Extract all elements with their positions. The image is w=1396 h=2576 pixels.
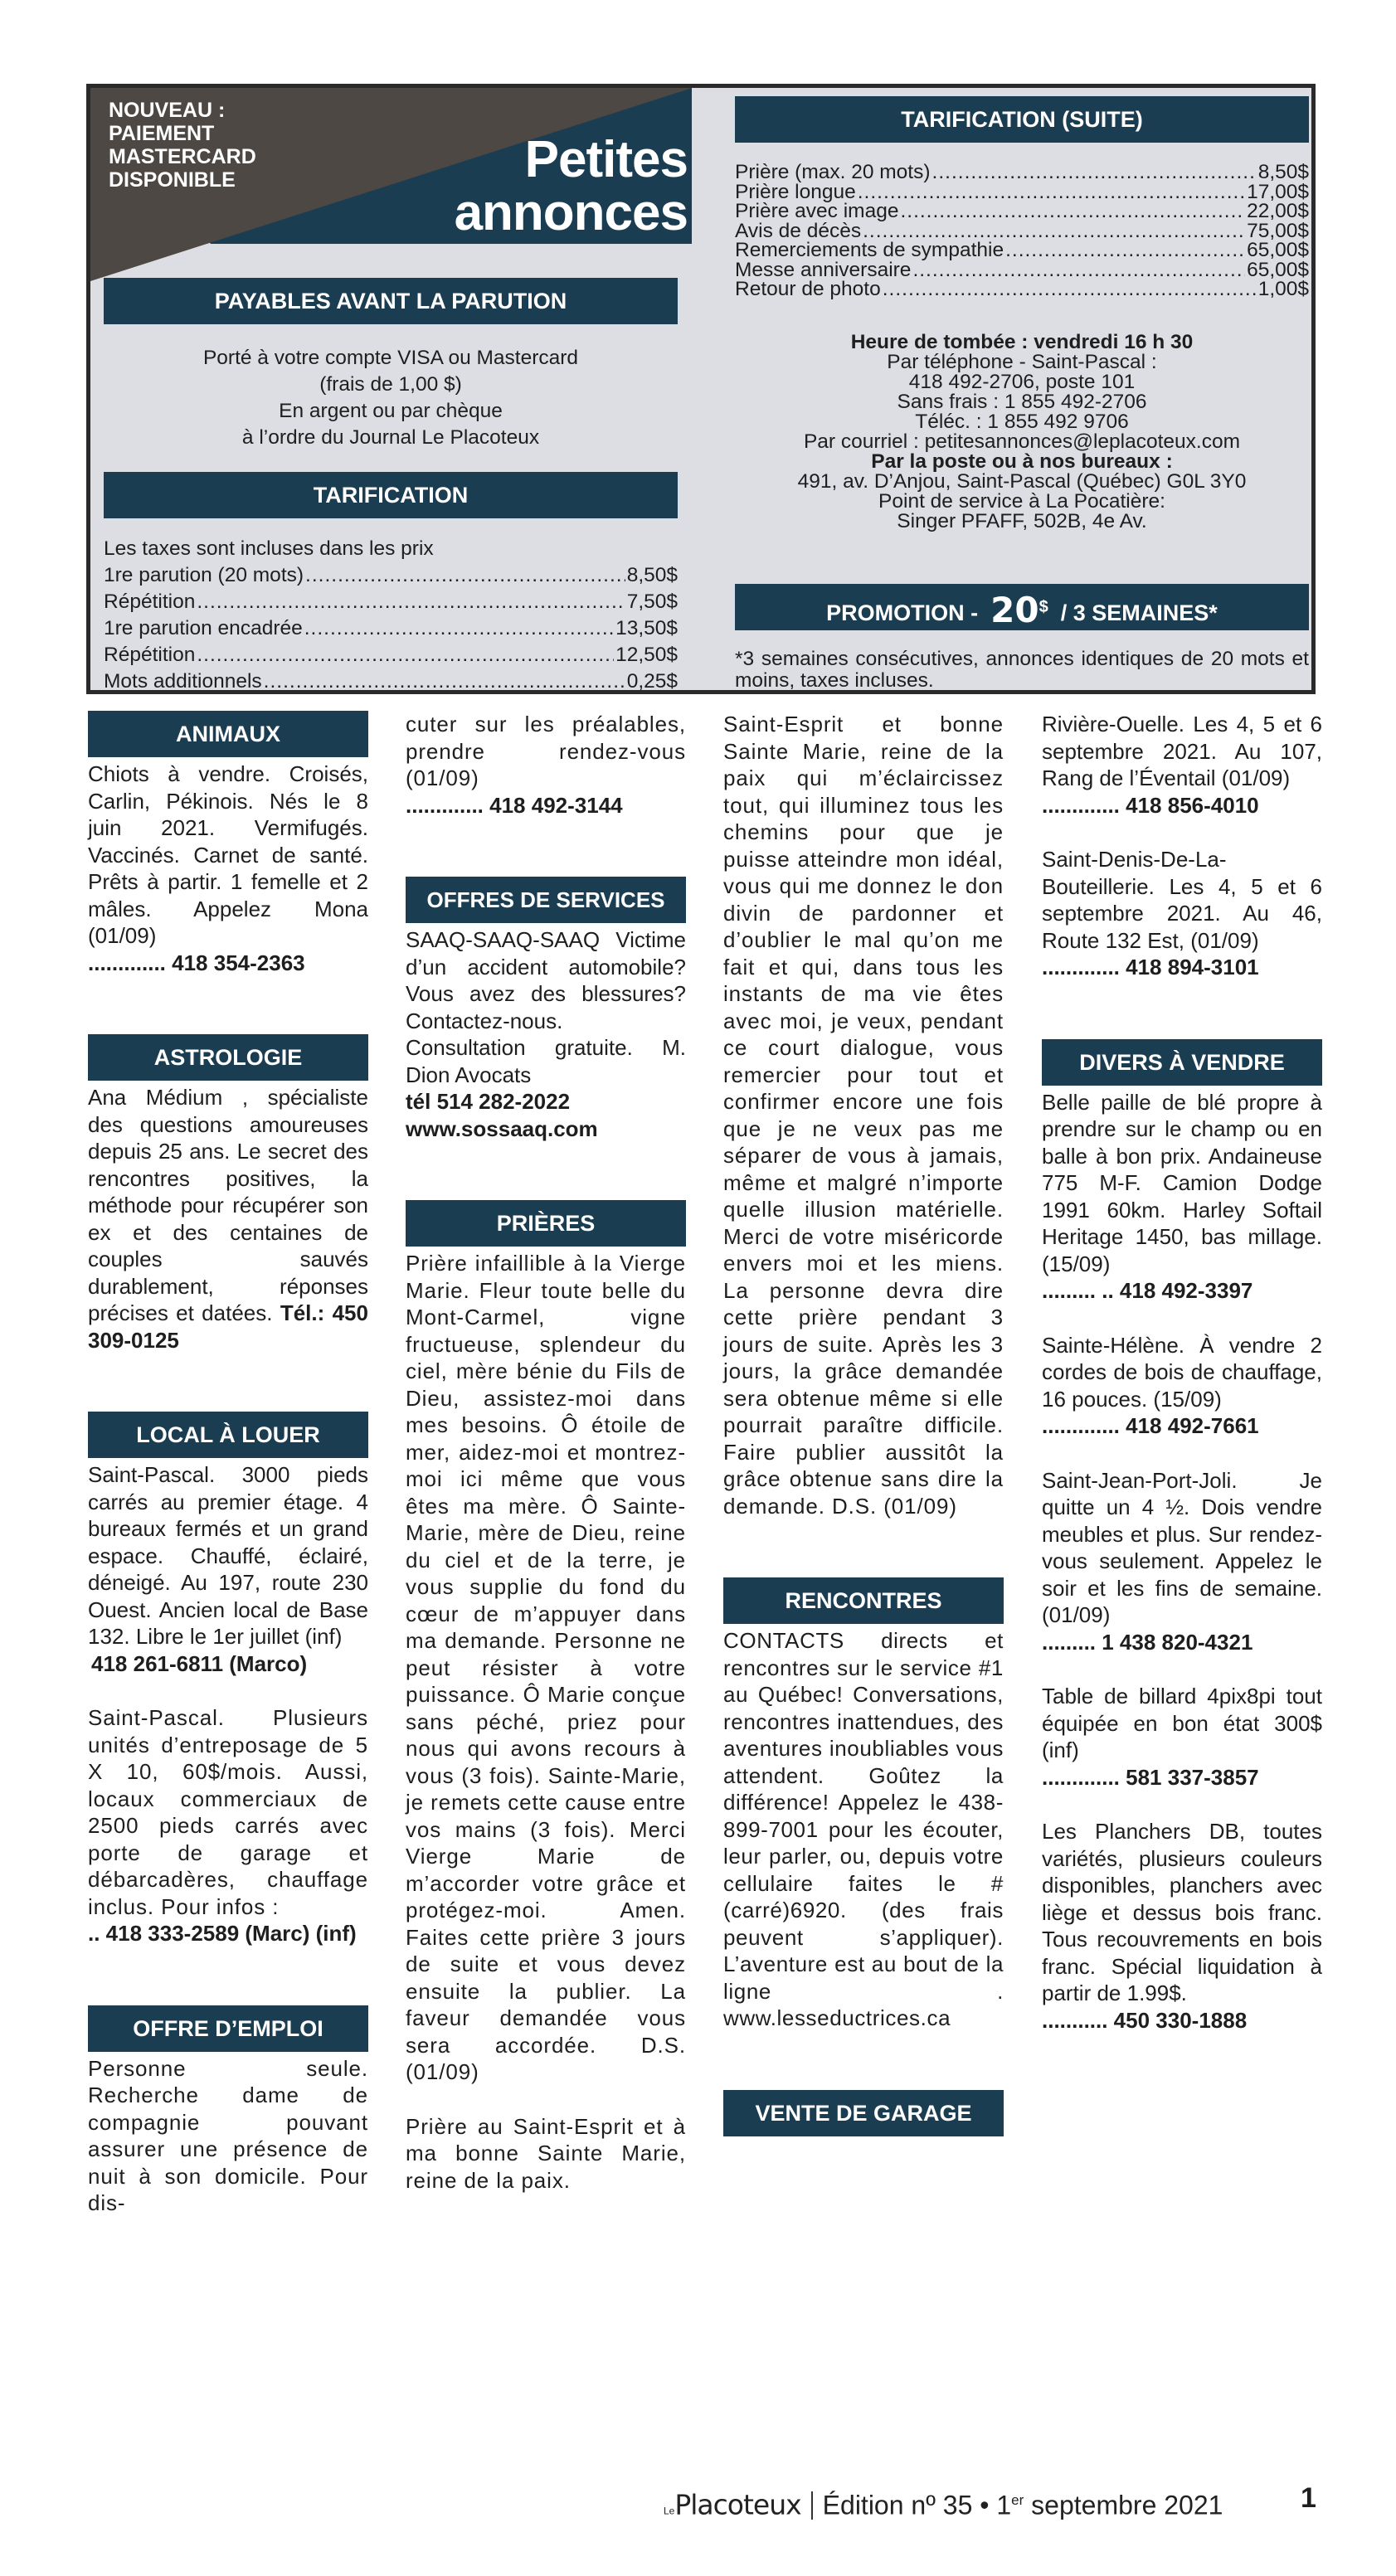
mastercard-announcement: NOUVEAU : PAIEMENT MASTERCARD DISPONIBLE bbox=[109, 99, 256, 192]
page-number: 1 bbox=[1301, 2482, 1316, 2514]
ad-text: Saint-Jean-Port-Joli. Je quitte un 4 ½. Dois vendre meubles et plus. Sur rendez-vous seulement. Appelez le soir et les fins de semaine. (01/09) bbox=[1042, 1467, 1322, 1627]
payables-heading: PAYABLES AVANT LA PARUTION bbox=[104, 278, 678, 324]
ad-phone: tél 514 282-2022 bbox=[406, 1089, 571, 1114]
brand-prefix: Le bbox=[664, 2505, 675, 2517]
column-4 bbox=[1042, 711, 1322, 2034]
ad-text: Table de billard 4pix8pi tout équipée en bon état 300$ (inf) bbox=[1042, 1684, 1322, 1762]
payables-text: Porté à votre compte VISA ou Mastercard (frais de 1,00 $) En argent ou par chèque à l’ordre du Journal Le Placoteux bbox=[202, 347, 579, 449]
contact-info: Heure de tombée : vendredi 16 h 30 Par téléphone - Saint-Pascal : 418 492-2706, poste 101 Sans frais : 1 855 492-2706 Téléc. : 1 855 492 9706 Par courriel : petitesannonces@leplacoteux.com Par la poste ou à nos bureaux : 491, av. D’Anjou, Saint-Pascal (Québec) G0L 3Y0 Point de service à La Pocatière: Singer PFAFF, 502B, 4e Av. bbox=[735, 333, 1309, 532]
ad-text: Chiots à vendre. Croisés, Carlin, Pékinois. Nés le 8 juin 2021. Vermifugés. Vaccinés. Carnet de santé. Prêts à partir. 1 femelle et 2 mâles. Appelez Mona (01/09) bbox=[88, 761, 368, 948]
ad-text: Sainte-Hélène. À vendre 2 cordes de bois de chauffage, 16 pouces. (15/09) bbox=[1042, 1332, 1322, 1412]
ad-text: Personne seule. Recherche dame de compagnie pouvant assurer une présence de nuit à son domicile. Pour dis- bbox=[88, 2055, 368, 2215]
tarification-heading: TARIFICATION bbox=[104, 472, 678, 518]
ad-phone: ............. 581 337-3857 bbox=[1042, 1764, 1259, 1790]
address: 491, av. D’Anjou, Saint-Pascal (Québec) G0L 3Y0 bbox=[797, 470, 1247, 493]
price-row: 1re parution (20 mots) ..... 8,50$ bbox=[104, 562, 678, 589]
ad-text: Les Planchers DB, toutes variétés, plusieurs couleurs disponibles, planchers avec liège et dessus bois franc. Tous recouvrements en bois franc. Spécial liquidation à partir de 1.99$. bbox=[1042, 1819, 1322, 2005]
price-row: Retour de photo ..... 1,00$ bbox=[735, 279, 1309, 299]
ad-text: Saint-Denis-De-La-Bouteillerie. Les 4, 5 et 6 septembre 2021. Au 46, Route 132 Est, (01/09) bbox=[1042, 847, 1322, 953]
section-heading-prieres: PRIÈRES bbox=[406, 1200, 686, 1247]
deadline: Heure de tombée : vendredi 16 h 30 bbox=[850, 331, 1194, 353]
section-heading-local: LOCAL À LOUER bbox=[88, 1412, 368, 1458]
ad-phone: Tél.: 450 309-0125 bbox=[88, 1300, 368, 1353]
promotion-banner: PROMOTION - 20$ / 3 SEMAINES* bbox=[735, 584, 1309, 630]
brand-logo: Placoteux bbox=[674, 2488, 801, 2521]
ad-phone: ............. 418 492-3144 bbox=[406, 792, 623, 818]
ad-text: Rivière-Ouelle. Les 4, 5 et 6 septembre 2021. Au 107, Rang de l’Éventail (01/09) bbox=[1042, 712, 1322, 790]
section-heading-emploi: OFFRE D’EMPLOI bbox=[88, 2005, 368, 2052]
price-row: Avis de décès ..... 75,00$ bbox=[735, 221, 1309, 241]
footer-divider bbox=[811, 2491, 813, 2520]
ad-phone: ............. 418 894-3101 bbox=[1042, 955, 1259, 979]
ad-phone: ......... .. 418 492-3397 bbox=[1042, 1278, 1253, 1303]
price-row: Répétition ..... 7,50$ bbox=[104, 589, 678, 615]
ad-phone: 418 261-6811 (Marco) bbox=[91, 1650, 308, 1676]
ad-text: SAAQ-SAAQ-SAAQ Victime d’un accident automobile? Vous avez des blessures? Contactez-nous. Consultation gratuite. M. Dion Avocats bbox=[406, 927, 686, 1087]
price-row: Prière avec image ..... 22,00$ bbox=[735, 202, 1309, 221]
ad-phone: ............. 418 492-7661 bbox=[1042, 1413, 1259, 1438]
ad-text: Saint-Pascal. Plusieurs unités d’entreposage de 5 X 10, 60$/mois. Aussi, locaux commerciaux de 2500 pieds carrés avec porte de garage et débarcadères, chauffage inclus. Pour infos : bbox=[88, 1705, 368, 1919]
ad-phone: .. 418 333-2589 (Marc) (inf) bbox=[88, 1921, 357, 1946]
section-heading-garage: VENTE DE GARAGE bbox=[723, 2090, 1004, 2136]
page-footer: LePlacoteux Édition nº 35 • 1er septembre 2021 bbox=[664, 2488, 1223, 2521]
ad-phone: ........... 450 330-1888 bbox=[1042, 2007, 1248, 2033]
fax-number: Téléc. : 1 855 492 9706 bbox=[915, 411, 1129, 433]
price-row: Prière (max. 20 mots) ..... 8,50$ bbox=[735, 163, 1309, 182]
phone-number: 418 492-2706, poste 101 bbox=[908, 371, 1136, 393]
rates-header-panel bbox=[86, 84, 1316, 694]
ad-text: Belle paille de blé propre à prendre sur le champ ou en balle à bon prix. Andaineuse 775 M-F. Camion Dodge 1991 60km. Harley Softail Heritage 1450, bas millage. (15/09) bbox=[1042, 1089, 1322, 1276]
edition-label: Édition nº 35 • 1 bbox=[822, 2490, 1012, 2520]
email-link[interactable]: Par courriel : petitesannonces@leplacoteux.com bbox=[803, 430, 1241, 453]
toll-free-number: Sans frais : 1 855 492-2706 bbox=[897, 391, 1147, 413]
column-3 bbox=[723, 711, 1004, 2140]
promotion-amount: 20 bbox=[990, 590, 1039, 630]
ad-text-continued: Saint-Esprit et bonne Sainte Marie, reine de la paix qui m’éclaircissez tout, qui illuminez tous les chemins pour que je puisse atteindre mon idéal, vous qui me donnez le don divin de pardonner et d’oublier le mal qu’on me fait et qui, dans tous les instants de ma vie êtes avec moi, je veux, pendant ce court dialogue, vous remercier pour tout et confirmer encore une fois que je ne veux pas me séparer de vous à jamais, même et malgré n’importe quelle illusion matérielle. Merci de votre miséricorde envers moi et les miens. La personne devra dire cette prière pendant 3 jours de suite. Après les 3 jours, la grâce demandée sera obtenue même si elle pourrait paraître difficile. Faire publier aussitôt la grâce obtenue sans dire la demande. D.S. (01/09) bbox=[723, 712, 1004, 1519]
page-title: Petites annonces bbox=[454, 131, 688, 241]
section-heading-services: OFFRES DE SERVICES bbox=[406, 877, 686, 923]
column-2 bbox=[406, 711, 686, 2194]
price-row: Mots additionnels ..... 0,25$ bbox=[104, 668, 678, 695]
tax-note: Les taxes sont incluses dans les prix bbox=[104, 537, 434, 560]
price-row: Remerciements de sympathie ..... 65,00$ bbox=[735, 241, 1309, 260]
promotion-footnote: *3 semaines consécutives, annonces identiques de 20 mots et moins, taxes incluses. bbox=[735, 648, 1309, 692]
ad-text: Ana Médium , spécialiste des questions amoureuses depuis 25 ans. Le secret des rencontres positives, la méthode pour récupérer son ex et des centaines de couples sauvés durablement, réponses précises et datées. Tél.: 450 309-0125 bbox=[88, 1085, 368, 1353]
ad-text: Prière infaillible à la Vierge Marie. Fleur toute belle du Mont-Carmel, vigne fructueuse, splendeur du ciel, mère bénie du Fils de Dieu, assistez-moi dans mes besoins. Ô étoile de mer, aidez-moi et montrez-moi ici même que vous êtes ma mère. Ô Sainte-Marie, mère de Dieu, reine du ciel et de la terre, je vous supplie du fond du cœur de m’appuyer dans ma demande. Personne ne peut résister à votre puissance. Ô Marie conçue sans péché, priez pour nous qui avons recours à vous (3 fois). Sainte-Marie, je remets cette cause entre vos mains (3 fois). Merci Vierge Marie de m’accorder votre grâce et protégez-moi. Amen. Faites cette prière 3 jours de suite et vous devez ensuite la publier. La faveur demandée vous sera accordée. D.S. (01/09) bbox=[406, 1251, 686, 2084]
tarification-list bbox=[104, 536, 678, 695]
column-1 bbox=[88, 711, 368, 2217]
section-heading-rencontres: RENCONTRES bbox=[723, 1577, 1004, 1624]
edition-date: septembre 2021 bbox=[1024, 2490, 1223, 2520]
section-heading-animaux: ANIMAUX bbox=[88, 711, 368, 757]
section-heading-divers: DIVERS À VENDRE bbox=[1042, 1039, 1322, 1086]
section-heading-astrologie: ASTROLOGIE bbox=[88, 1034, 368, 1081]
ad-text: Saint-Pascal. 3000 pieds carrés au premier étage. 4 bureaux fermés et un grand espace. Chauffé, éclairé, déneigé. Au 197, route 230 Ouest. Ancien local de Base 132. Libre le 1er juillet (inf) bbox=[88, 1462, 368, 1649]
ad-text: CONTACTS directs et rencontres sur le service #1 au Québec! Conversations, rencontres inattendues, des aventures inoubliables vous attendent. Goûtez la différence! Appelez le 438-899-7001 pour les écouter, leur parler, ou, depuis votre cellulaire faites le #(carré)6920. (des frais peuvent s’appliquer). L’aventure est au bout de la ligne . www.lesseductrices.ca bbox=[723, 1628, 1004, 2030]
price-row: 1re parution encadrée ..... 13,50$ bbox=[104, 615, 678, 642]
ad-website-link[interactable]: www.sossaaq.com bbox=[406, 1115, 598, 1141]
price-row: Répétition ..... 12,50$ bbox=[104, 642, 678, 668]
price-row: Messe anniversaire ..... 65,00$ bbox=[735, 260, 1309, 280]
price-row: Prière longue ..... 17,00$ bbox=[735, 182, 1309, 202]
ad-text: Prière au Saint-Esprit et à ma bonne Sainte Marie, reine de la paix. bbox=[406, 2113, 686, 2193]
ad-phone: ......... 1 438 820-4321 bbox=[1042, 1629, 1253, 1655]
ad-phone: ............. 418 354-2363 bbox=[88, 950, 305, 975]
tarification-suite-list bbox=[735, 163, 1309, 299]
ad-phone: ............. 418 856-4010 bbox=[1042, 792, 1259, 818]
tarification-suite-heading: TARIFICATION (SUITE) bbox=[735, 96, 1309, 143]
ad-text-continued: cuter sur les préalables, prendre rendez-vous (01/09) bbox=[406, 712, 686, 790]
